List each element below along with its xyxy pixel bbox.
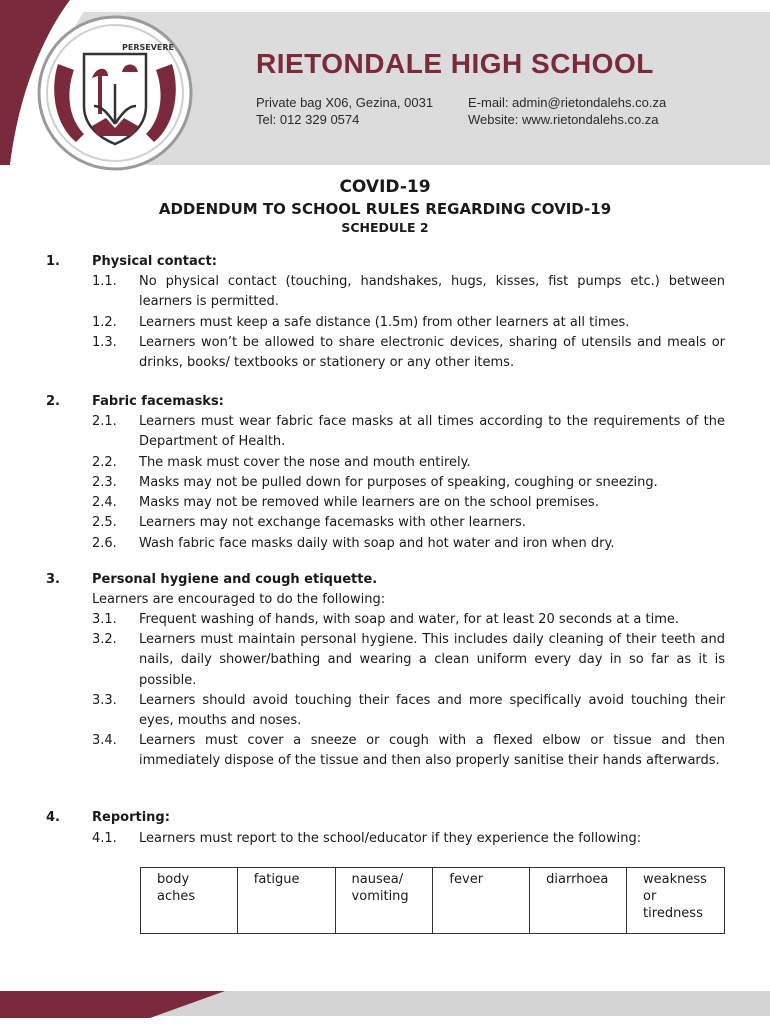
item-number: 2.2.	[92, 455, 117, 470]
school-name: RIETONDALE HIGH SCHOOL	[256, 48, 654, 79]
section-heading: Fabric facemasks:	[92, 394, 224, 409]
section-intro: Learners are encouraged to do the following:	[92, 592, 386, 607]
item-text: Masks may not be removed while learners are on the school premises.	[139, 495, 599, 510]
symptom-cell: diarrhoea	[530, 868, 627, 934]
symptom-cell: fever	[433, 868, 530, 934]
document-title: COVID-19	[339, 177, 431, 197]
symptom-cell: fatigue	[237, 868, 335, 934]
item-text: Learners must cover a sneeze or cough with a flexed elbow or tissue and then immediately dispose of the tissue and then also properly sanitise their hands afterwards.	[139, 733, 725, 769]
telephone: Tel: 012 329 0574	[256, 112, 360, 127]
item-text: Learners must keep a safe distance (1.5m) from other learners at all times.	[139, 315, 630, 330]
item-text: Learners may not exchange facemasks with other learners.	[139, 515, 526, 530]
item-text: Learners must wear fabric face masks at all times according to the requirements of the Department of Health.	[139, 414, 725, 450]
section-number: 3.	[46, 572, 60, 587]
symptoms-table	[140, 867, 725, 934]
item-number: 3.2.	[92, 632, 117, 647]
contact-online-block	[468, 94, 666, 128]
website: Website: www.rietondalehs.co.za	[468, 112, 659, 127]
section-heading: Reporting:	[92, 810, 170, 825]
logo-motto-text: PERSEVERE	[122, 43, 174, 52]
item-text: Wash fabric face masks daily with soap and hot water and iron when dry.	[139, 536, 615, 551]
item-text: Learners must report to the school/educator if they experience the following:	[139, 831, 642, 846]
item-number: 2.5.	[92, 515, 117, 530]
item-number: 4.1.	[92, 831, 117, 846]
item-number: 2.1.	[92, 414, 117, 429]
section-heading: Personal hygiene and cough etiquette.	[92, 572, 378, 587]
symptom-cell: body aches	[141, 868, 238, 934]
item-text: Learners must maintain personal hygiene. This includes daily cleaning of their teeth and nails, daily shower/bathing and wearing a clean uniform every day in so far as it is possible.	[139, 632, 725, 688]
item-number: 1.1.	[92, 274, 117, 289]
section-number: 2.	[46, 394, 60, 409]
item-text: The mask must cover the nose and mouth entirely.	[139, 455, 471, 470]
table-row	[141, 868, 725, 934]
symptom-cell: weakness or tiredness	[627, 868, 725, 934]
item-number: 1.3.	[92, 335, 117, 350]
contact-address-block	[256, 94, 433, 128]
section-number: 4.	[46, 810, 60, 825]
item-number: 3.1.	[92, 612, 117, 627]
item-number: 2.4.	[92, 495, 117, 510]
school-crest-logo	[36, 14, 194, 172]
item-text: Learners won’t be allowed to share electronic devices, sharing of utensils and meals or drinks, books/ textbooks or stationery or any other items.	[139, 335, 725, 371]
item-number: 2.3.	[92, 475, 117, 490]
section-number: 1.	[46, 254, 60, 269]
item-number: 3.3.	[92, 693, 117, 708]
section-heading: Physical contact:	[92, 254, 217, 269]
item-number: 1.2.	[92, 315, 117, 330]
item-text: Masks may not be pulled down for purposes of speaking, coughing or sneezing.	[139, 475, 658, 490]
item-number: 3.4.	[92, 733, 117, 748]
item-number: 2.6.	[92, 536, 117, 551]
item-text: No physical contact (touching, handshakes, hugs, kisses, fist pumps etc.) between learners is permitted.	[139, 274, 725, 310]
footer-band	[0, 986, 770, 1024]
document-subtitle: ADDENDUM TO SCHOOL RULES REGARDING COVID-19	[158, 200, 612, 218]
email: E-mail: admin@rietondalehs.co.za	[468, 95, 667, 110]
address: Private bag X06, Gezina, 0031	[256, 95, 434, 110]
symptom-cell: nausea/ vomiting	[335, 868, 433, 934]
item-text: Learners should avoid touching their faces and more specifically avoid touching their eyes, mouths and noses.	[139, 693, 725, 729]
schedule-label: SCHEDULE 2	[341, 220, 429, 235]
item-text: Frequent washing of hands, with soap and water, for at least 20 seconds at a time.	[139, 612, 679, 627]
